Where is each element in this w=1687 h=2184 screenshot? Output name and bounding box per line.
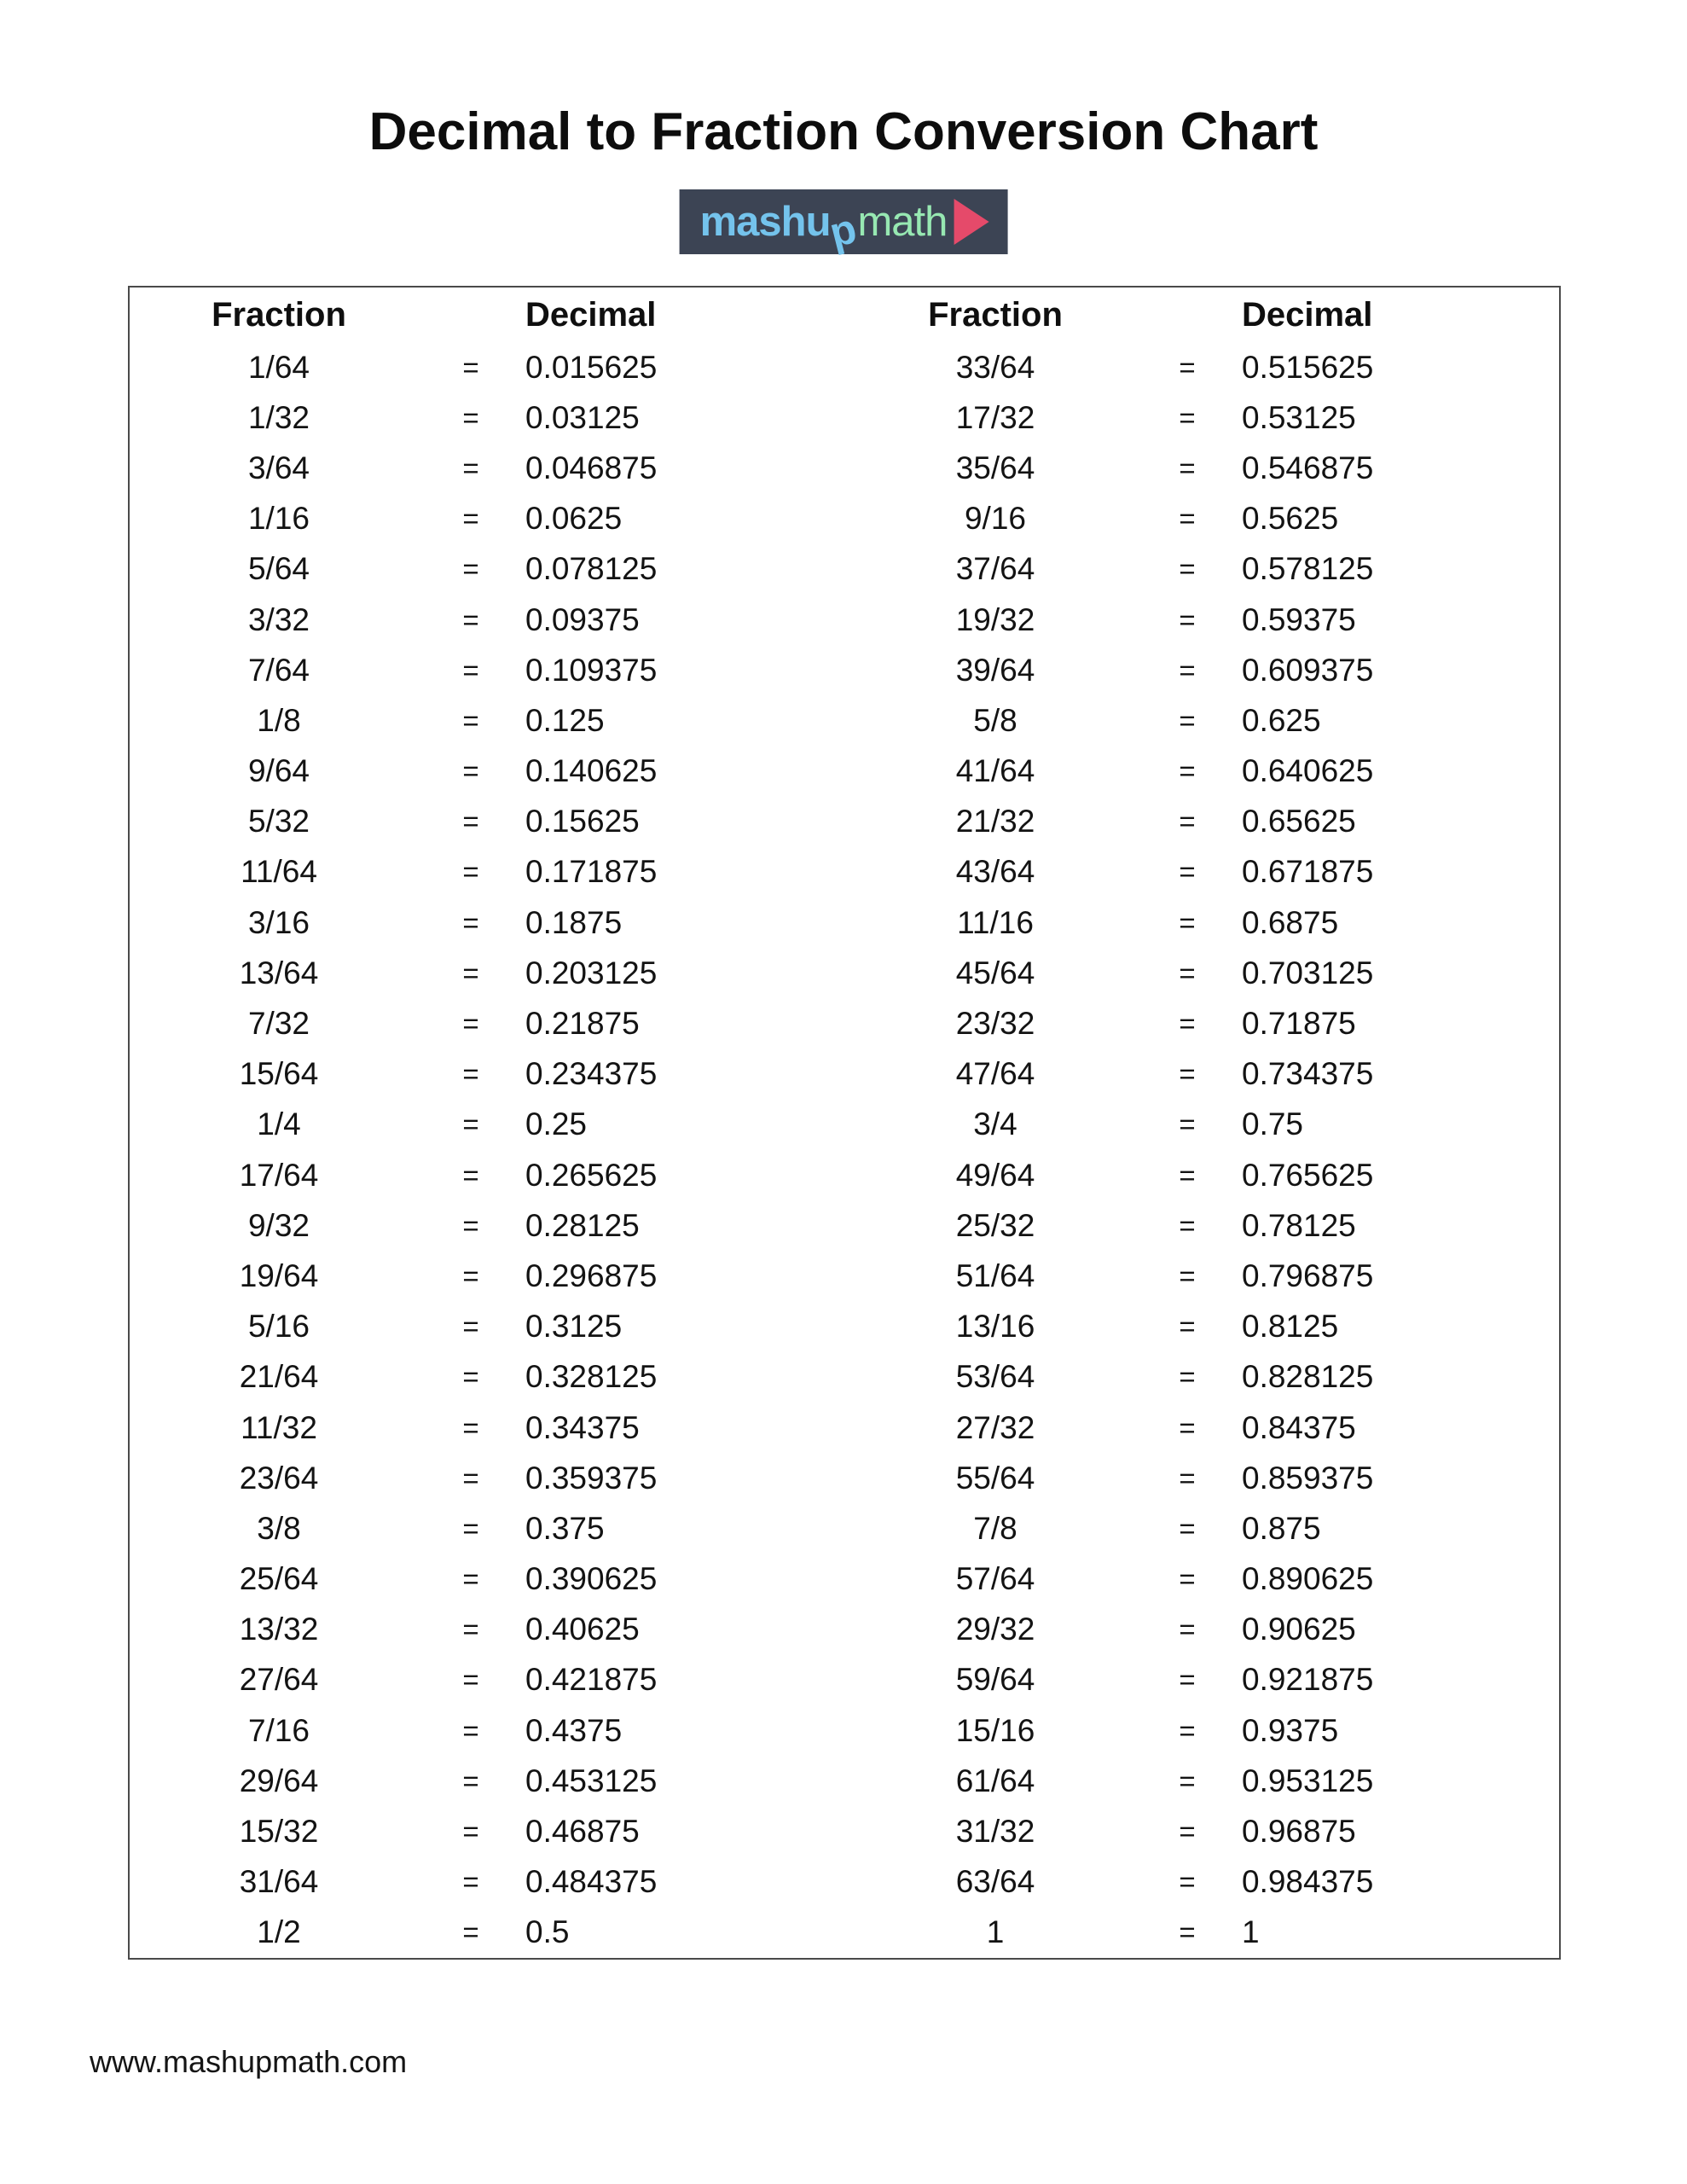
fraction-cell: 1/4 <box>257 1107 301 1142</box>
equals-sign: = <box>1179 1461 1196 1494</box>
fraction-cell: 29/32 <box>955 1612 1035 1647</box>
column-header-decimal-right: Decimal <box>1242 295 1373 334</box>
decimal-cell: 0.828125 <box>1242 1359 1374 1395</box>
fraction-cell: 27/64 <box>239 1662 319 1698</box>
decimal-cell: 0.25 <box>525 1107 588 1142</box>
decimal-cell: 0.09375 <box>525 601 640 637</box>
equals-sign: = <box>462 1866 479 1898</box>
fraction-cell: 19/64 <box>239 1258 319 1293</box>
fraction-cell: 1 <box>986 1914 1005 1950</box>
equals-sign: = <box>1179 451 1196 484</box>
decimal-cell: 0.265625 <box>525 1157 658 1193</box>
decimal-cell: 0.15625 <box>525 804 640 839</box>
equals-sign: = <box>462 1310 479 1343</box>
equals-sign: = <box>1179 1866 1196 1898</box>
decimal-cell: 0.65625 <box>1242 804 1356 839</box>
decimal-cell: 0.6875 <box>1242 904 1339 940</box>
fraction-cell: 1/2 <box>257 1914 301 1950</box>
equals-sign: = <box>1179 1512 1196 1544</box>
equals-sign: = <box>462 1664 479 1696</box>
decimal-cell: 0.3125 <box>525 1309 623 1345</box>
decimal-cell: 0.875 <box>1242 1510 1321 1546</box>
decimal-cell: 0.5 <box>525 1914 570 1950</box>
equals-sign: = <box>462 906 479 938</box>
equals-sign: = <box>462 1613 479 1646</box>
equals-sign: = <box>1179 1259 1196 1292</box>
equals-sign: = <box>462 704 479 736</box>
fraction-cell: 5/8 <box>973 702 1017 738</box>
header-spacer-right <box>1145 288 1230 342</box>
equals-sign: = <box>1179 856 1196 888</box>
fraction-cell: 21/32 <box>955 804 1035 839</box>
fraction-cell: 17/64 <box>239 1157 319 1193</box>
equals-sign: = <box>1179 906 1196 938</box>
decimal-cell: 0.890625 <box>1242 1561 1374 1597</box>
equals-sign: = <box>462 1916 479 1949</box>
decimal-cell: 0.71875 <box>1242 1006 1356 1042</box>
fraction-cell: 25/64 <box>239 1561 319 1597</box>
fraction-cell: 13/32 <box>239 1612 319 1647</box>
equals-sign: = <box>462 553 479 585</box>
fraction-cell: 13/16 <box>955 1309 1035 1345</box>
decimal-cell: 0.84375 <box>1242 1409 1356 1445</box>
decimal-cell: 0.953125 <box>1242 1763 1374 1798</box>
fraction-cell: 27/32 <box>955 1409 1035 1445</box>
fraction-cell: 59/64 <box>955 1662 1035 1698</box>
decimal-cell: 0.140625 <box>525 753 658 789</box>
play-triangle-icon <box>954 199 988 245</box>
equals-sign: = <box>462 1058 479 1090</box>
decimal-cell: 0.03125 <box>525 399 640 435</box>
fraction-cell: 47/64 <box>955 1056 1035 1092</box>
decimal-cell: 0.125 <box>525 702 605 738</box>
fraction-cell: 53/64 <box>955 1359 1035 1395</box>
fraction-cell: 21/64 <box>239 1359 319 1395</box>
fraction-cell: 63/64 <box>955 1864 1035 1900</box>
decimal-cell: 0.90625 <box>1242 1612 1356 1647</box>
fraction-cell: 3/32 <box>247 601 310 637</box>
decimal-cell: 0.9375 <box>1242 1712 1339 1748</box>
equals-sign: = <box>1179 1310 1196 1343</box>
decimal-cell: 0.34375 <box>525 1409 640 1445</box>
column-header-decimal-left: Decimal <box>525 295 657 334</box>
decimal-cell: 0.5625 <box>1242 501 1339 537</box>
equals-sign: = <box>462 1563 479 1595</box>
decimal-cell: 0.1875 <box>525 904 623 940</box>
header-spacer-left <box>428 288 513 342</box>
decimal-cell: 0.4375 <box>525 1712 623 1748</box>
fraction-cell: 39/64 <box>955 652 1035 688</box>
decimal-cell: 0.625 <box>1242 702 1321 738</box>
equals-sign: = <box>462 1411 479 1443</box>
fraction-cell: 37/64 <box>955 551 1035 587</box>
fraction-cell: 1/16 <box>247 501 310 537</box>
fraction-cell: 19/32 <box>955 601 1035 637</box>
decimal-cell: 0.578125 <box>1242 551 1374 587</box>
fraction-cell: 7/32 <box>247 1006 310 1042</box>
equals-sign: = <box>1179 1108 1196 1141</box>
equals-sign: = <box>1179 1664 1196 1696</box>
column-header-fraction-left: Fraction <box>212 295 346 334</box>
equals-sign: = <box>1179 1058 1196 1090</box>
fraction-cell: 25/32 <box>955 1207 1035 1243</box>
logo-letter-p: p <box>825 206 861 257</box>
fraction-cell: 29/64 <box>239 1763 319 1798</box>
equals-sign: = <box>462 1159 479 1191</box>
equals-sign: = <box>462 1361 479 1393</box>
equals-sign: = <box>462 1108 479 1141</box>
equals-sign: = <box>1179 502 1196 535</box>
fraction-cell: 41/64 <box>955 753 1035 789</box>
equals-sign: = <box>462 1008 479 1040</box>
fraction-cell: 5/64 <box>247 551 310 587</box>
fraction-cell: 11/64 <box>241 854 317 890</box>
fraction-cell: 45/64 <box>955 955 1035 990</box>
fraction-cell: 11/16 <box>957 904 1034 940</box>
equals-sign: = <box>462 755 479 787</box>
equals-sign: = <box>1179 1209 1196 1241</box>
equals-sign: = <box>1179 1159 1196 1191</box>
decimal-cell: 0.421875 <box>525 1662 658 1698</box>
decimal-cell: 0.234375 <box>525 1056 658 1092</box>
fraction-cell: 1/8 <box>257 702 301 738</box>
equals-sign: = <box>462 956 479 989</box>
mashupmath-logo <box>680 189 1008 257</box>
fraction-cell: 3/4 <box>973 1107 1017 1142</box>
equals-sign: = <box>1179 401 1196 433</box>
decimal-cell: 0.796875 <box>1242 1258 1374 1293</box>
decimal-cell: 0.21875 <box>525 1006 640 1042</box>
fraction-cell: 43/64 <box>955 854 1035 890</box>
decimal-cell: 0.734375 <box>1242 1056 1374 1092</box>
equals-sign: = <box>462 1461 479 1494</box>
fraction-cell: 23/64 <box>239 1460 319 1496</box>
fraction-cell: 5/16 <box>247 1309 310 1345</box>
fraction-cell: 1/64 <box>247 349 310 385</box>
equals-sign: = <box>462 856 479 888</box>
fraction-cell: 9/32 <box>247 1207 310 1243</box>
equals-sign: = <box>1179 351 1196 383</box>
decimal-cell: 0.546875 <box>1242 450 1374 485</box>
fraction-cell: 55/64 <box>955 1460 1035 1496</box>
equals-sign: = <box>462 401 479 433</box>
fraction-cell: 7/64 <box>247 652 310 688</box>
equals-sign: = <box>462 1764 479 1797</box>
decimal-cell: 0.8125 <box>1242 1309 1339 1345</box>
fraction-cell: 13/64 <box>239 955 319 990</box>
decimal-cell: 0.75 <box>1242 1107 1304 1142</box>
equals-sign: = <box>1179 956 1196 989</box>
fraction-cell: 9/16 <box>964 501 1026 537</box>
decimal-cell: 0.078125 <box>525 551 658 587</box>
decimal-cell: 0.46875 <box>525 1814 640 1850</box>
fraction-cell: 3/16 <box>247 904 310 940</box>
equals-sign: = <box>462 1512 479 1544</box>
decimal-cell: 0.609375 <box>1242 652 1374 688</box>
equals-sign: = <box>1179 1714 1196 1746</box>
decimal-cell: 0.015625 <box>525 349 658 385</box>
decimal-cell: 0.96875 <box>1242 1814 1356 1850</box>
fraction-cell: 33/64 <box>955 349 1035 385</box>
decimal-cell: 0.390625 <box>525 1561 658 1597</box>
fraction-cell: 49/64 <box>955 1157 1035 1193</box>
equals-sign: = <box>1179 805 1196 838</box>
equals-sign: = <box>462 653 479 686</box>
equals-sign: = <box>1179 755 1196 787</box>
decimal-cell: 0.484375 <box>525 1864 658 1900</box>
decimal-cell: 0.78125 <box>1242 1207 1356 1243</box>
fraction-cell: 9/64 <box>247 753 310 789</box>
equals-sign: = <box>1179 1361 1196 1393</box>
fraction-cell: 1/32 <box>247 399 310 435</box>
decimal-cell: 0.0625 <box>525 501 623 537</box>
fraction-cell: 51/64 <box>955 1258 1035 1293</box>
equals-sign: = <box>1179 653 1196 686</box>
fraction-cell: 17/32 <box>955 399 1035 435</box>
fraction-cell: 57/64 <box>955 1561 1035 1597</box>
fraction-cell: 7/16 <box>247 1712 310 1748</box>
fraction-cell: 15/32 <box>239 1814 319 1850</box>
fraction-cell: 35/64 <box>955 450 1035 485</box>
decimal-cell: 0.640625 <box>1242 753 1374 789</box>
decimal-cell: 0.375 <box>525 1510 605 1546</box>
fraction-cell: 7/8 <box>973 1510 1017 1546</box>
equals-sign: = <box>1179 704 1196 736</box>
equals-sign: = <box>462 805 479 838</box>
equals-sign: = <box>462 351 479 383</box>
equals-sign: = <box>1179 1916 1196 1949</box>
decimal-cell: 1 <box>1242 1914 1260 1950</box>
decimal-cell: 0.703125 <box>1242 955 1374 990</box>
decimal-cell: 0.046875 <box>525 450 658 485</box>
decimal-cell: 0.28125 <box>525 1207 640 1243</box>
equals-sign: = <box>1179 1815 1196 1848</box>
equals-sign: = <box>462 603 479 636</box>
decimal-cell: 0.328125 <box>525 1359 658 1395</box>
fraction-cell: 15/64 <box>239 1056 319 1092</box>
decimal-cell: 0.203125 <box>525 955 658 990</box>
decimal-cell: 0.921875 <box>1242 1662 1374 1698</box>
decimal-cell: 0.359375 <box>525 1460 658 1496</box>
equals-sign: = <box>1179 1764 1196 1797</box>
logo-text-math: math <box>857 199 948 245</box>
decimal-cell: 0.984375 <box>1242 1864 1374 1900</box>
equals-sign: = <box>1179 1613 1196 1646</box>
decimal-cell: 0.59375 <box>1242 601 1356 637</box>
decimal-cell: 0.453125 <box>525 1763 658 1798</box>
equals-sign: = <box>1179 1008 1196 1040</box>
decimal-cell: 0.296875 <box>525 1258 658 1293</box>
fraction-cell: 23/32 <box>955 1006 1035 1042</box>
decimal-cell: 0.40625 <box>525 1612 640 1647</box>
equals-sign: = <box>462 1259 479 1292</box>
decimal-cell: 0.515625 <box>1242 349 1374 385</box>
decimal-cell: 0.53125 <box>1242 399 1356 435</box>
equals-sign: = <box>462 1209 479 1241</box>
logo-text-mashup: mashu p <box>699 199 861 257</box>
fraction-cell: 15/16 <box>955 1712 1035 1748</box>
fraction-cell: 3/64 <box>247 450 310 485</box>
conversion-table <box>128 286 1561 1960</box>
decimal-cell: 0.859375 <box>1242 1460 1374 1496</box>
fraction-cell: 3/8 <box>257 1510 301 1546</box>
fraction-cell: 31/32 <box>955 1814 1035 1850</box>
equals-sign: = <box>1179 1563 1196 1595</box>
equals-sign: = <box>462 451 479 484</box>
fraction-cell: 31/64 <box>239 1864 319 1900</box>
column-header-fraction-right: Fraction <box>928 295 1063 334</box>
equals-sign: = <box>1179 1411 1196 1443</box>
decimal-cell: 0.671875 <box>1242 854 1374 890</box>
decimal-cell: 0.109375 <box>525 652 658 688</box>
footer-url: www.mashupmath.com <box>90 2044 408 2079</box>
page-title: Decimal to Fraction Conversion Chart <box>368 102 1319 161</box>
equals-sign: = <box>462 1714 479 1746</box>
decimal-cell: 0.171875 <box>525 854 658 890</box>
equals-sign: = <box>462 502 479 535</box>
equals-sign: = <box>462 1815 479 1848</box>
fraction-cell: 5/32 <box>247 804 310 839</box>
fraction-cell: 11/32 <box>241 1409 317 1445</box>
equals-sign: = <box>1179 603 1196 636</box>
equals-sign: = <box>1179 553 1196 585</box>
decimal-cell: 0.765625 <box>1242 1157 1374 1193</box>
fraction-cell: 61/64 <box>955 1763 1035 1798</box>
